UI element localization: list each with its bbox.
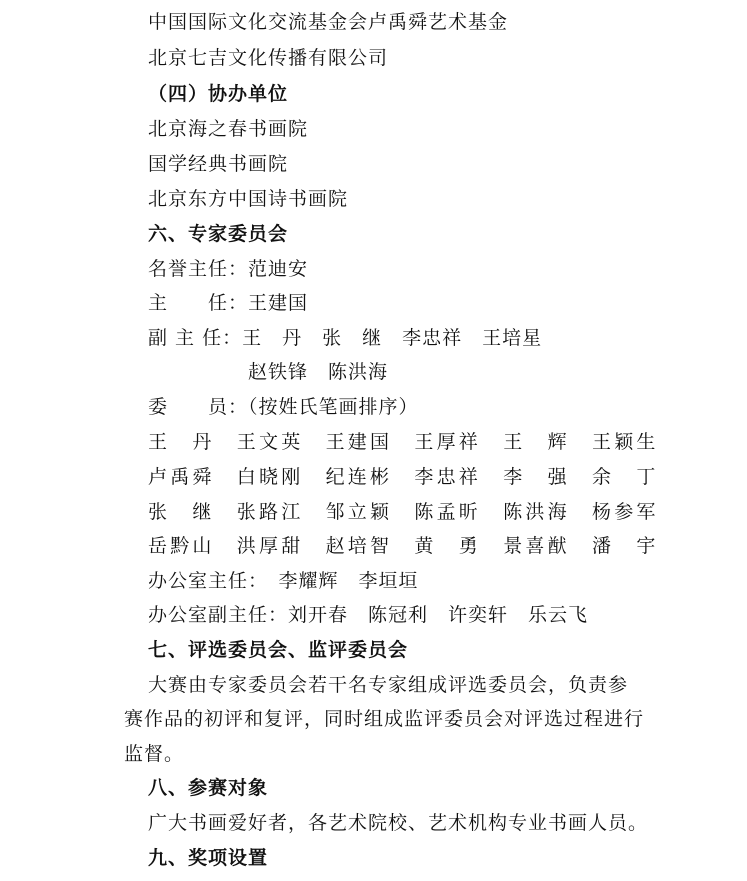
section-heading-judging-committee: 七、评选委员会、监评委员会 [148, 639, 409, 661]
director-line: 主 任：王建国 [148, 292, 309, 314]
judging-paragraph-line-1: 大赛由专家委员会若干名专家组成评选委员会，负责参 [148, 674, 629, 696]
section-heading-participants: 八、参赛对象 [148, 777, 269, 799]
organizer-line-2: 北京七吉文化传播有限公司 [148, 47, 389, 69]
section-heading-co-organizers: （四）协办单位 [148, 83, 289, 105]
members-row-4: 岳黔山 洪厚甜 赵培智 黄 勇 景喜猷 潘 宇 [148, 535, 659, 557]
office-director-line: 办公室主任： 李耀辉 李垣垣 [148, 570, 419, 592]
deputy-director-line-cont: 赵铁锋 陈洪海 [248, 361, 389, 383]
members-row-2: 卢禹舜 白晓刚 纪连彬 李忠祥 李 强 余 丁 [148, 466, 659, 488]
honorary-director-line: 名誉主任：范迪安 [148, 258, 309, 280]
members-row-1: 王 丹 王文英 王建国 王厚祥 王 辉 王颖生 [148, 431, 659, 453]
judging-paragraph-line-2: 赛作品的初评和复评，同时组成监评委员会对评选过程进行 [124, 708, 645, 730]
judging-paragraph-line-3: 监督。 [124, 743, 185, 765]
co-organizer-1: 北京海之春书画院 [148, 118, 309, 140]
organizer-line-1: 中国国际文化交流基金会卢禹舜艺术基金 [148, 11, 509, 33]
section-heading-expert-committee: 六、专家委员会 [148, 223, 289, 245]
members-row-3: 张 继 张路江 邹立颖 陈孟昕 陈洪海 杨参军 [148, 501, 659, 523]
section-heading-awards: 九、奖项设置 [148, 847, 269, 869]
co-organizer-3: 北京东方中国诗书画院 [148, 188, 349, 210]
deputy-director-line: 副 主 任：王 丹 张 继 李忠祥 王培星 [148, 327, 543, 349]
co-organizer-2: 国学经典书画院 [148, 153, 289, 175]
members-line: 委 员：（按姓氏笔画排序） [148, 396, 419, 418]
office-deputy-director-line: 办公室副主任：刘开春 陈冠利 许奕轩 乐云飞 [148, 604, 589, 626]
participants-paragraph: 广大书画爱好者，各艺术院校、艺术机构专业书画人员。 [148, 812, 649, 834]
